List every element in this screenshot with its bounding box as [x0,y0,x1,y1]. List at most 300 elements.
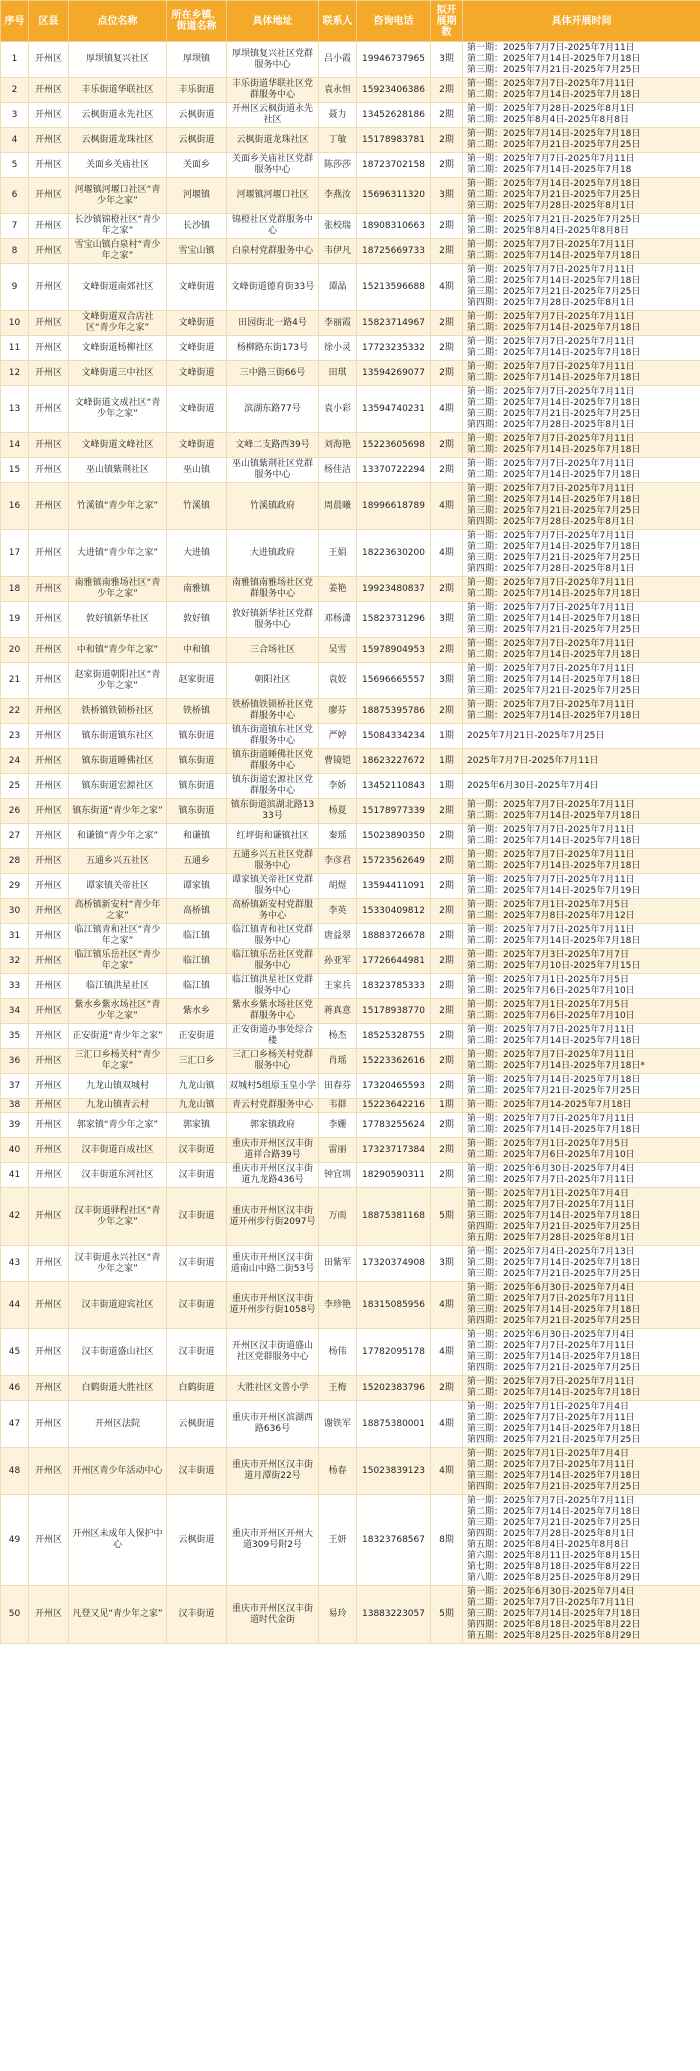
table-row [1,1049,700,1074]
cell-town: 铁桥镇 [167,699,227,724]
cell-times [463,1282,700,1329]
cell-contact: 田琪 [319,361,357,386]
cell-contact: 易玲 [319,1586,357,1644]
cell-phone: 17782095178 [357,1329,431,1376]
cell-district: 开州区 [29,1586,69,1644]
cell-district: 开州区 [29,1282,69,1329]
cell-town: 文峰街道 [167,361,227,386]
cell-phone: 17323717384 [357,1138,431,1163]
cell-town: 镇东街道 [167,799,227,824]
period-line: 第二期：2025年7月14日-2025年7月18日 [467,348,641,358]
cell-times [463,999,700,1024]
cell-count: 2期 [431,458,463,483]
cell-count: 2期 [431,1113,463,1138]
cell-site: 文峰街道杨柳社区 [69,336,167,361]
period-line: 第二期：2025年7月7日-2025年7月11日 [467,1200,635,1210]
period-line: 第一期：2025年7月1日-2025年7月5日 [467,900,629,910]
cell-times [463,128,700,153]
cell-times [463,386,700,433]
cell-phone: 13594740231 [357,386,431,433]
cell-times [463,924,700,949]
period-line: 第一期：2025年7月7日-2025年7月11日 [467,700,635,710]
period-line: 第一期：2025年7月7日-2025年7月11日 [467,875,635,885]
cell-contact: 杨杰 [319,1024,357,1049]
cell-town: 大进镇 [167,530,227,577]
cell-contact: 田春芬 [319,1074,357,1099]
cell-site: 汉丰街道盛山社区 [69,1329,167,1376]
period-line: 第八期：2025年8月25日-2025年8月29日 [467,1573,641,1583]
period-line: 第六期：2025年8月11日-2025年8月15日 [467,1551,641,1561]
cell-seq: 37 [1,1074,29,1099]
period-line: 第一期：2025年7月7日-2025年7月11日 [467,664,635,674]
period-line: 第一期：2025年7月7日-2025年7月11日 [467,1496,635,1506]
cell-town: 白鹤街道 [167,1376,227,1401]
table-row [1,899,700,924]
header-contact: 联系人 [319,1,357,42]
period-line: 第二期：2025年7月14日-2025年7月18 [467,165,632,175]
cell-seq: 29 [1,874,29,899]
cell-phone: 15202383796 [357,1376,431,1401]
cell-phone: 18223630200 [357,530,431,577]
cell-phone: 13883223057 [357,1586,431,1644]
cell-town: 汉丰街道 [167,1188,227,1246]
cell-times [463,849,700,874]
table-row [1,1448,700,1495]
cell-district: 开州区 [29,103,69,128]
cell-contact: 严婷 [319,724,357,749]
cell-district: 开州区 [29,949,69,974]
cell-contact: 徐小灵 [319,336,357,361]
cell-phone: 18323785333 [357,974,431,999]
cell-contact: 陈莎莎 [319,153,357,178]
cell-site: 中和镇“青少年之家” [69,638,167,663]
cell-times [463,1074,700,1099]
cell-contact: 袁小彩 [319,386,357,433]
cell-seq: 18 [1,577,29,602]
cell-count: 2期 [431,924,463,949]
cell-seq: 28 [1,849,29,874]
table-row [1,999,700,1024]
cell-address: 厚坝镇复兴社区党群服务中心 [227,42,319,78]
cell-site: 文峰街道南郊社区 [69,264,167,311]
cell-seq: 24 [1,749,29,774]
cell-address: 重庆市开州区汉丰街道祥合路39号 [227,1138,319,1163]
period-line: 第一期：2025年7月21日-2025年7月25日 [467,215,641,225]
cell-address: 重庆市开州区汉丰街道南山中路二街53号 [227,1246,319,1282]
cell-site: 长沙镇锦橙社区“青少年之家” [69,214,167,239]
period-line: 第四期：2025年7月28日-2025年8月1日 [467,420,635,430]
cell-site: 郭家镇“青少年之家” [69,1113,167,1138]
table-row [1,42,700,78]
period-line: 第二期：2025年7月14日-2025年7月18日 [467,445,641,455]
period-line: 第一期：2025年7月1日-2025年7月4日 [467,1402,629,1412]
header-site: 点位名称 [69,1,167,42]
cell-site: 云枫街道永先社区 [69,103,167,128]
header-seq: 序号 [1,1,29,42]
period-line: 第二期：2025年7月14日-2025年7月18日 [467,589,641,599]
cell-contact: 杨春 [319,1448,357,1495]
cell-district: 开州区 [29,1495,69,1586]
table-row [1,1586,700,1644]
cell-town: 汉丰街道 [167,1282,227,1329]
cell-times [463,103,700,128]
cell-address: 谭家镇关帝社区党群服务中心 [227,874,319,899]
cell-site: 云枫街道龙珠社区 [69,128,167,153]
table-row [1,1376,700,1401]
cell-count: 4期 [431,1329,463,1376]
cell-district: 开州区 [29,530,69,577]
header-town: 所在乡镇、街道名称 [167,1,227,42]
cell-times [463,638,700,663]
cell-phone: 15978904953 [357,638,431,663]
cell-district: 开州区 [29,1163,69,1188]
cell-district: 开州区 [29,336,69,361]
cell-address: 文峰二支路西39号 [227,433,319,458]
period-line: 第七期：2025年8月18日-2025年8月22日 [467,1562,641,1572]
cell-phone: 18996618789 [357,483,431,530]
period-line: 第三期：2025年7月21日-2025年7月25日 [467,686,641,696]
cell-address: 开州区云枫街道永先社区 [227,103,319,128]
table-row [1,433,700,458]
cell-contact: 秦瑶 [319,824,357,849]
cell-contact: 杨伟 [319,1329,357,1376]
period-line: 第三期：2025年7月14日-2025年7月18日 [467,1305,641,1315]
period-line: 第一期：2025年7月7日-2025年7月11日 [467,825,635,835]
cell-contact: 孙亚军 [319,949,357,974]
cell-site: 临江镇乐岳社区“青少年之家” [69,949,167,974]
cell-seq: 26 [1,799,29,824]
header-times: 具体开展时间 [463,1,700,42]
cell-seq: 15 [1,458,29,483]
cell-district: 开州区 [29,799,69,824]
cell-site: 九龙山镇双城村 [69,1074,167,1099]
cell-seq: 6 [1,178,29,214]
period-line: 第四期：2025年7月28日-2025年8月1日 [467,517,635,527]
cell-address: 南雅镇南雅场社区党群服务中心 [227,577,319,602]
table-row [1,153,700,178]
cell-address: 重庆市开州区汉丰街道时代金街 [227,1586,319,1644]
cell-district: 开州区 [29,1246,69,1282]
period-line: 第二期：2025年7月14日-2025年7月18日 [467,1507,641,1517]
cell-site: 文峰街道三中社区 [69,361,167,386]
cell-address: 重庆市开州区开州大道309号附2号 [227,1495,319,1586]
cell-seq: 48 [1,1448,29,1495]
cell-phone: 18883726678 [357,924,431,949]
cell-address: 重庆市开州区汉丰街道开州步行街1058号 [227,1282,319,1329]
period-line: 第二期：2025年7月7日-2025年7月11日 [467,1175,635,1185]
period-line: 第三期：2025年7月21日-2025年7月25日 [467,409,641,419]
cell-contact: 李娇 [319,774,357,799]
cell-count: 4期 [431,1448,463,1495]
cell-count: 3期 [431,1246,463,1282]
period-line: 第二期：2025年7月14日-2025年7月18日 [467,276,641,286]
cell-times [463,1024,700,1049]
cell-count: 2期 [431,361,463,386]
period-line: 第一期：2025年7月7日-2025年7月11日 [467,459,635,469]
table-row [1,724,700,749]
cell-site: 九龙山镇青云村 [69,1099,167,1113]
table-row [1,799,700,824]
cell-contact: 丁敏 [319,128,357,153]
cell-contact: 蒋真意 [319,999,357,1024]
period-line: 第一期：2025年6月30日-2025年7月4日 [467,1283,635,1293]
table-row [1,1099,700,1113]
period-line: 第二期：2025年7月14日-2025年7月19日 [467,886,641,896]
header-address: 具体地址 [227,1,319,42]
cell-count: 4期 [431,1401,463,1448]
period-line: 第二期：2025年7月14日-2025年7月18日 [467,614,641,624]
cell-phone: 15178977339 [357,799,431,824]
cell-town: 汉丰街道 [167,1586,227,1644]
period-line: 第二期：2025年7月14日-2025年7月18日 [467,495,641,505]
cell-times [463,974,700,999]
cell-address: 敦好镇新华社区党群服务中心 [227,602,319,638]
cell-count: 2期 [431,1049,463,1074]
cell-site: 镇东街道睡佛社区 [69,749,167,774]
cell-phone: 19946737965 [357,42,431,78]
cell-count: 2期 [431,999,463,1024]
cell-seq: 39 [1,1113,29,1138]
cell-address: 重庆市开州区汉丰街道开州步行街2097号 [227,1188,319,1246]
cell-address: 郭家镇政府 [227,1113,319,1138]
cell-count: 2期 [431,577,463,602]
cell-contact: 杨佳洁 [319,458,357,483]
cell-site: 丰乐街道华联社区 [69,78,167,103]
cell-district: 开州区 [29,1448,69,1495]
period-line: 第一期：2025年7月14日-2025年7月18日 [467,179,641,189]
cell-town: 三汇口乡 [167,1049,227,1074]
cell-count: 5期 [431,1586,463,1644]
cell-contact: 姜艳 [319,577,357,602]
cell-phone: 15823731296 [357,602,431,638]
cell-count: 2期 [431,1163,463,1188]
cell-times [463,458,700,483]
cell-site: 赵家街道朝阳社区“青少年之家” [69,663,167,699]
period-line: 第一期：2025年7月7日-2025年7月11日 [467,850,635,860]
table-row [1,749,700,774]
cell-site: 汉丰街道永兴社区“青少年之家” [69,1246,167,1282]
period-line: 第二期：2025年7月6日-2025年7月10日 [467,1011,635,1021]
cell-count: 2期 [431,1138,463,1163]
cell-address: 镇东街道镇东社区党群服务中心 [227,724,319,749]
cell-town: 云枫街道 [167,1401,227,1448]
cell-contact: 韦伊凡 [319,239,357,264]
period-line: 第二期：2025年7月14日-2025年7月18日 [467,1036,641,1046]
cell-address: 镇东街道宏源社区党群服务中心 [227,774,319,799]
cell-contact: 钟宜圳 [319,1163,357,1188]
cell-town: 郭家镇 [167,1113,227,1138]
table-row [1,974,700,999]
cell-times [463,799,700,824]
period-line: 第四期：2025年7月21日-2025年7月25日 [467,1363,641,1373]
period-line: 第一期：2025年7月28日-2025年8月1日 [467,104,635,114]
cell-town: 关面乡 [167,153,227,178]
cell-times [463,749,700,774]
cell-address: 临江镇青和社区党群服务中心 [227,924,319,949]
period-line: 第一期：2025年7月1日-2025年7月5日 [467,1139,629,1149]
cell-district: 开州区 [29,874,69,899]
cell-site: 镇东街道“青少年之家” [69,799,167,824]
cell-address: 重庆市开州区汉丰街道九龙路436号 [227,1163,319,1188]
cell-town: 雪宝山镇 [167,239,227,264]
table-row [1,774,700,799]
table-row [1,874,700,899]
cell-town: 南雅镇 [167,577,227,602]
period-line: 第五期：2025年8月4日-2025年8月8日 [467,1540,629,1550]
cell-phone: 15084334234 [357,724,431,749]
cell-times [463,699,700,724]
period-line: 第二期：2025年7月8日-2025年7月12日 [467,911,635,921]
cell-phone: 15023839123 [357,1448,431,1495]
cell-count: 2期 [431,638,463,663]
period-line: 第一期：2025年7月7日-2025年7月11日 [467,531,635,541]
cell-address: 三合场社区 [227,638,319,663]
table-row [1,1495,700,1586]
cell-town: 谭家镇 [167,874,227,899]
cell-times [463,1495,700,1586]
period-line: 第二期：2025年7月6日-2025年7月10日 [467,986,635,996]
cell-count: 2期 [431,1074,463,1099]
cell-times [463,336,700,361]
cell-count: 2期 [431,153,463,178]
cell-address: 白泉村党群服务中心 [227,239,319,264]
cell-town: 五通乡 [167,849,227,874]
cell-site: 临江镇青和社区“青少年之家” [69,924,167,949]
cell-town: 正安街道 [167,1024,227,1049]
cell-site: 五通乡兴五社区 [69,849,167,874]
cell-district: 开州区 [29,128,69,153]
cell-district: 开州区 [29,1113,69,1138]
period-line: 第二期：2025年7月14日-2025年7月18日 [467,936,641,946]
cell-district: 开州区 [29,433,69,458]
cell-times [463,949,700,974]
cell-times [463,1401,700,1448]
cell-seq: 22 [1,699,29,724]
cell-seq: 30 [1,899,29,924]
period-line: 第三期：2025年7月21日-2025年7月25日 [467,506,641,516]
cell-contact: 胡煜 [319,874,357,899]
period-line: 第一期：2025年7月14日-2025年7月18日 [467,129,641,139]
period-line: 第四期：2025年7月28日-2025年8月1日 [467,298,635,308]
cell-count: 2期 [431,699,463,724]
cell-town: 汉丰街道 [167,1448,227,1495]
cell-phone: 15696665557 [357,663,431,699]
period-line: 第二期：2025年7月7日-2025年7月11日 [467,1413,635,1423]
period-line: 第二期：2025年7月7日-2025年7月11日 [467,1460,635,1470]
cell-count: 4期 [431,530,463,577]
cell-phone: 18323768567 [357,1495,431,1586]
cell-count: 2期 [431,949,463,974]
cell-site: 大进镇“青少年之家” [69,530,167,577]
cell-phone: 15178983781 [357,128,431,153]
period-line: 第四期：2025年7月28日-2025年8月1日 [467,564,635,574]
cell-seq: 32 [1,949,29,974]
cell-seq: 17 [1,530,29,577]
cell-address: 开州区汉丰街道盛山社区党群服务中心 [227,1329,319,1376]
cell-seq: 1 [1,42,29,78]
period-line: 第一期：2025年7月7日-2025年7月11日 [467,240,635,250]
cell-town: 镇东街道 [167,774,227,799]
cell-seq: 44 [1,1282,29,1329]
cell-district: 开州区 [29,264,69,311]
period-line: 第一期：2025年7月7日-2025年7月11日 [467,800,635,810]
cell-phone: 15823714967 [357,311,431,336]
cell-contact: 王家兵 [319,974,357,999]
cell-seq: 46 [1,1376,29,1401]
table-row [1,483,700,530]
cell-town: 丰乐街道 [167,78,227,103]
period-line: 第二期：2025年8月4日-2025年8月8日 [467,115,629,125]
period-line: 第二期：2025年7月14日-2025年7月18日 [467,54,641,64]
period-line: 第一期：2025年7月7日-2025年7月11日 [467,1025,635,1035]
cell-district: 开州区 [29,849,69,874]
table-row [1,103,700,128]
cell-times [463,361,700,386]
cell-times [463,1049,700,1074]
header-district: 区县 [29,1,69,42]
cell-times [463,774,700,799]
period-line: 第一期：2025年7月14日-2025年7月18日 [467,1075,641,1085]
period-line: 第二期：2025年7月7日-2025年7月11日 [467,1341,635,1351]
cell-district: 开州区 [29,214,69,239]
cell-district: 开州区 [29,1138,69,1163]
cell-town: 河堰镇 [167,178,227,214]
cell-phone: 15178938770 [357,999,431,1024]
cell-seq: 3 [1,103,29,128]
cell-seq: 19 [1,602,29,638]
table-row [1,1113,700,1138]
cell-seq: 8 [1,239,29,264]
period-line: 第三期：2025年7月21日-2025年7月25日 [467,1518,641,1528]
period-line: 第二期：2025年7月21日-2025年7月25日 [467,1086,641,1096]
cell-address: 朝阳社区 [227,663,319,699]
cell-phone: 15923406386 [357,78,431,103]
table-row [1,239,700,264]
cell-contact: 刘海艳 [319,433,357,458]
cell-site: 和谦镇“青少年之家” [69,824,167,849]
cell-site: 巫山镇紫荆社区 [69,458,167,483]
cell-town: 中和镇 [167,638,227,663]
table-row [1,824,700,849]
period-line: 第二期：2025年8月4日-2025年8月8日 [467,226,629,236]
cell-seq: 10 [1,311,29,336]
cell-town: 汉丰街道 [167,1163,227,1188]
period-line: 第二期：2025年7月7日-2025年7月11日 [467,1294,635,1304]
cell-town: 云枫街道 [167,103,227,128]
cell-town: 文峰街道 [167,311,227,336]
cell-count: 2期 [431,78,463,103]
table-row [1,1246,700,1282]
cell-site: 开州区未成年人保护中心 [69,1495,167,1586]
cell-count: 1期 [431,724,463,749]
cell-times [463,724,700,749]
cell-phone: 15696311320 [357,178,431,214]
cell-district: 开州区 [29,663,69,699]
period-line: 第一期：2025年7月14-2025年7月18日 [467,1100,632,1110]
cell-seq: 12 [1,361,29,386]
cell-seq: 11 [1,336,29,361]
period-line: 第二期：2025年7月21日-2025年7月25日 [467,140,641,150]
period-line: 第四期：2025年7月21日-2025年7月25日 [467,1482,641,1492]
period-line: 第二期：2025年7月14日-2025年7月18日 [467,1258,641,1268]
cell-count: 2期 [431,1376,463,1401]
cell-phone: 15213596688 [357,264,431,311]
cell-district: 开州区 [29,483,69,530]
cell-district: 开州区 [29,361,69,386]
cell-town: 巫山镇 [167,458,227,483]
table-row [1,264,700,311]
cell-seq: 5 [1,153,29,178]
